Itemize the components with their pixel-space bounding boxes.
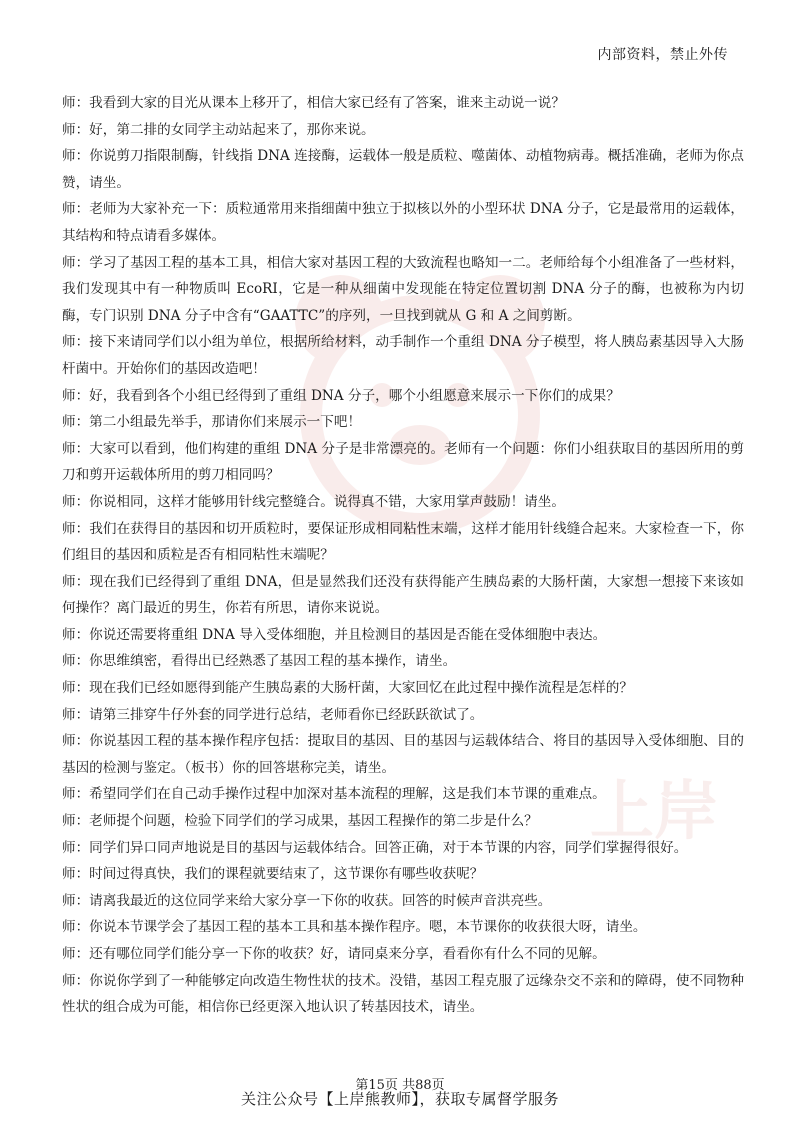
dialogue-paragraph: 师：你说相同，这样才能够用针线完整缝合。说得真不错，大家用掌声鼓励！请坐。: [62, 493, 565, 510]
page-number: 第15页 共88页: [355, 1078, 445, 1093]
dialogue-paragraph: 师：你说基因工程的基本操作程序包括：提取目的基因、目的基因与运载体结合、将目的基因导入受体细胞、目的基因的检测与鉴定。（板书）你的回答堪称完美，请坐。: [62, 733, 744, 776]
header-confidential-note: 内部资料，禁止外传: [597, 47, 728, 63]
dialogue-paragraph: 师：同学们异口同声地说是目的基因与运载体结合。回答正确，对于本节课的内容，同学们掌握得很好。: [62, 839, 688, 856]
dialogue-paragraph: 师：学习了基因工程的基本工具，相信大家对基因工程的大致流程也略知一二。老师给每个小组准备了一些材料，我们发现其中有一种物质叫 EcoRI，它是一种从细菌中发现能在特定位置切割 DNA 分子的酶，也被称为内切酶，专门识别 DNA 分子中含有“GAATTC”的序列，一旦找到就从 G 和 A 之间剪断。: [62, 254, 744, 324]
dialogue-paragraph: 师：现在我们已经如愿得到能产生胰岛素的大肠杆菌，大家回忆在此过程中操作流程是怎样的？: [62, 680, 633, 697]
dialogue-paragraph: 师：好，我看到各个小组已经得到了重组 DNA 分子，哪个小组愿意来展示一下你们的成果？: [62, 387, 620, 404]
dialogue-paragraph: 师：希望同学们在自己动手操作过程中加深对基本流程的理解，这是我们本节课的重难点。: [62, 786, 606, 803]
dialogue-paragraph: 师：老师提个问题，检验下同学们的学习成果，基因工程操作的第二步是什么？: [62, 813, 538, 830]
dialogue-paragraph: 师：你说你学到了一种能够定向改造生物性状的技术。没错，基因工程克服了远缘杂交不亲和的障碍，使不同物种性状的组合成为可能，相信你已经更深入地认识了转基因技术，请坐。: [62, 972, 744, 1016]
dialogue-paragraph: 师：还有哪位同学们能分享一下你的收获？好，请同桌来分享，看看你有什么不同的见解。: [62, 946, 606, 962]
dialogue-paragraph: 师：好，第二排的女同学主动站起来了，那你来说。: [62, 121, 375, 138]
footer-promo-text: 关注公众号【上岸熊教师】，获取专属督学服务: [240, 1090, 559, 1108]
dialogue-paragraph: 师：大家可以看到，他们构建的重组 DNA 分子是非常漂亮的。老师有一个问题：你们小组获取目的基因所用的剪刀和剪开运载体所用的剪刀相同吗？: [62, 440, 744, 484]
dialogue-paragraph: 师：请第三排穿牛仔外套的同学进行总结，老师看你已经跃跃欲试了。: [62, 706, 484, 723]
dialogue-paragraph: 师：我们在获得目的基因和切开质粒时，要保证形成相同粘性末端，这样才能用针线缝合起来。大家检查一下，你们组目的基因和质粒是否有相同粘性末端呢？: [62, 520, 744, 564]
dialogue-paragraph: 师：你说剪刀指限制酶，针线指 DNA 连接酶，运载体一般是质粒、噬菌体、动植物病毒。概括准确，老师为你点赞，请坐。: [62, 148, 744, 191]
dialogue-paragraph: 师：请离我最近的这位同学来给大家分享一下你的收获。回答的时候声音洪亮些。: [62, 892, 552, 909]
lesson-transcript: [62, 90, 744, 1021]
dialogue-paragraph: 师：你思维缜密，看得出已经熟悉了基因工程的基本操作，请坐。: [62, 653, 457, 670]
dialogue-paragraph: 师：你说还需要将重组 DNA 导入受体细胞，并且检测目的基因是否能在受体细胞中表达。: [62, 626, 607, 643]
dialogue-paragraph: 师：现在我们已经得到了重组 DNA，但是显然我们还没有获得能产生胰岛素的大肠杆菌，大家想一想接下来该如何操作？离门最近的男生，你若有所思，请你来说说。: [62, 573, 744, 617]
dialogue-paragraph: 师：接下来请同学们以小组为单位，根据所给材料，动手制作一个重组 DNA 分子模型，将人胰岛素基因导入大肠杆菌中。开始你们的基因改造吧！: [62, 334, 744, 377]
dialogue-paragraph: 师：时间过得真快，我们的课程就要结束了，这节课你有哪些收获呢？: [62, 866, 484, 883]
dialogue-paragraph: 师：老师为大家补充一下：质粒通常用来指细菌中独立于拟核以外的小型环状 DNA 分子，它是最常用的运载体，其结构和特点请看多媒体。: [62, 201, 744, 244]
dialogue-paragraph: 师：第二小组最先举手，那请你们来展示一下吧！: [62, 414, 362, 431]
dialogue-paragraph: 师：你说本节课学会了基因工程的基本工具和基本操作程序。嗯，本节课你的收获很大呀，请坐。: [62, 919, 647, 936]
text-watermark: 上岸: [590, 775, 718, 849]
dialogue-paragraph: 师：我看到大家的目光从课本上移开了，相信大家已经有了答案，谁来主动说一说？: [62, 95, 565, 111]
